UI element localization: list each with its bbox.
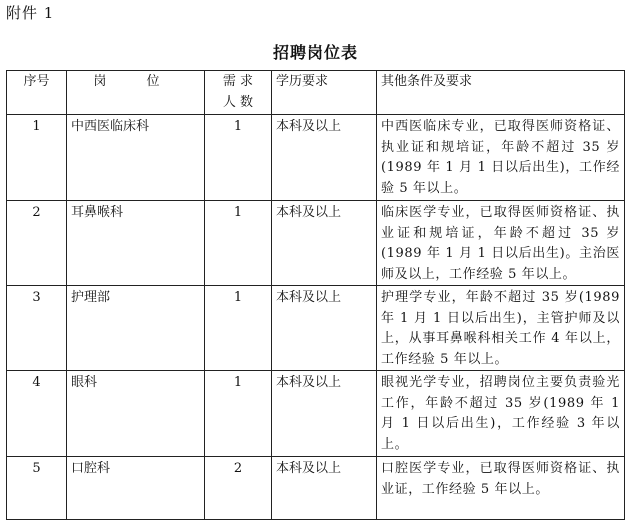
table-row <box>7 115 625 201</box>
cell-serial-number: 4 <box>7 371 67 457</box>
cell-headcount: 1 <box>205 115 272 201</box>
cell-serial-number: 3 <box>7 286 67 371</box>
annex-label: 附件 1 <box>6 4 55 22</box>
cell-headcount: 2 <box>205 457 272 520</box>
cell-education: 本科及以上 <box>272 115 377 201</box>
cell-serial-number: 2 <box>7 201 67 286</box>
cell-position: 眼科 <box>67 371 205 457</box>
cell-requirements: 眼视光学专业，招聘岗位主要负责验光工作，年龄不超过 35 岁(1989 年 1 月 1 日以后出生)，工作经验 3 年以上。 <box>377 371 625 457</box>
cell-position: 口腔科 <box>67 457 205 520</box>
cell-education: 本科及以上 <box>272 371 377 457</box>
cell-headcount: 1 <box>205 201 272 286</box>
cell-education: 本科及以上 <box>272 201 377 286</box>
header-headcount <box>205 71 272 115</box>
header-headcount-line1: 需 求 <box>222 74 254 89</box>
table-header-row <box>7 71 625 115</box>
table-row <box>7 457 625 520</box>
cell-requirements: 口腔医学专业，已取得医师资格证、执业证，工作经验 5 年以上。 <box>377 457 625 520</box>
header-position: 岗 位 <box>67 71 205 115</box>
table-row <box>7 371 625 457</box>
table-row <box>7 286 625 371</box>
cell-education: 本科及以上 <box>272 457 377 520</box>
header-requirements: 其他条件及要求 <box>377 71 625 115</box>
cell-requirements: 临床医学专业，已取得医师资格证、执业证和规培证，年龄不超过 35 岁(1989 年 1 月 1 日以后出生)。主治医师及以上，工作经验 5 年以上。 <box>377 201 625 286</box>
cell-position: 耳鼻喉科 <box>67 201 205 286</box>
cell-position: 中西医临床科 <box>67 115 205 201</box>
cell-headcount: 1 <box>205 286 272 371</box>
header-serial-number: 序号 <box>7 71 67 115</box>
table-row <box>7 201 625 286</box>
cell-requirements: 中西医临床专业，已取得医师资格证、执业证和规培证，年龄不超过 35 岁(1989 年 1 月 1 日以后出生)，工作经验 5 年以上。 <box>377 115 625 201</box>
cell-position: 护理部 <box>67 286 205 371</box>
cell-education: 本科及以上 <box>272 286 377 371</box>
header-education: 学历要求 <box>272 71 377 115</box>
table-title: 招聘岗位表 <box>272 43 358 62</box>
cell-serial-number: 5 <box>7 457 67 520</box>
recruitment-table <box>6 70 625 520</box>
cell-requirements: 护理学专业，年龄不超过 35 岁(1989 年 1 月 1 日以后出生)，主管护师及以上，从事耳鼻喉科相关工作 4 年以上，工作经验 5 年以上。 <box>377 286 625 371</box>
cell-headcount: 1 <box>205 371 272 457</box>
header-headcount-line2: 人 数 <box>222 94 254 110</box>
cell-serial-number: 1 <box>7 115 67 201</box>
